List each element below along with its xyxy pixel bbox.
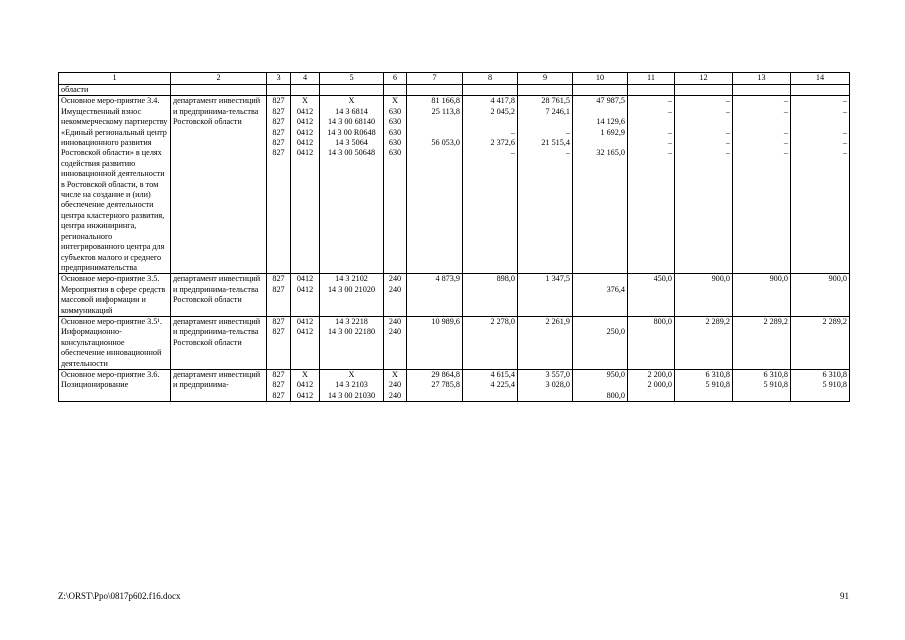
value (735, 327, 788, 337)
value: – (725, 96, 730, 106)
value-cell (573, 274, 628, 317)
program-row (59, 316, 850, 369)
value: – (725, 127, 730, 137)
value (735, 285, 788, 295)
header-row (59, 73, 850, 85)
value: 0412 (296, 137, 314, 147)
value: 14 3 5064 (335, 137, 368, 147)
value-cell (267, 96, 291, 274)
value-cell (463, 96, 518, 274)
empty-cell (675, 85, 733, 96)
value: 827 (272, 316, 285, 326)
value: 14 3 00 R0648 (327, 127, 376, 137)
value-cell (628, 274, 675, 317)
value-cell (573, 96, 628, 274)
value: 0412 (296, 327, 314, 337)
column-header: 11 (628, 73, 675, 85)
value: 6 310,8 (705, 369, 730, 379)
value: 6 310,8 (763, 369, 788, 379)
value: – (667, 96, 672, 106)
value: 630 (388, 148, 402, 158)
value: 827 (272, 137, 285, 147)
value: 800,0 (653, 316, 672, 326)
measure-name: Основное меро-приятие 3.5. Мероприятия в сфере средств массовой информации и коммуникаций (59, 274, 171, 317)
value: 3 557,0 (545, 369, 570, 379)
column-header: 7 (407, 73, 463, 85)
value: 2 289,2 (822, 316, 847, 326)
empty-cell (518, 85, 573, 96)
value: – (783, 96, 788, 106)
value-cell (675, 316, 733, 369)
value (630, 327, 672, 337)
value: X (392, 96, 398, 106)
column-header: 14 (791, 73, 850, 85)
value (793, 117, 847, 127)
value: 10 989,6 (431, 316, 460, 326)
value (575, 380, 625, 390)
empty-cell (407, 85, 463, 96)
value (465, 285, 515, 295)
value: – (783, 137, 788, 147)
value: X (348, 96, 355, 106)
value: 630 (388, 127, 402, 137)
value: 827 (272, 96, 285, 106)
value-cell (518, 369, 573, 401)
value: 240 (388, 284, 402, 294)
empty-cell (291, 85, 320, 96)
column-header: 3 (267, 73, 291, 85)
value: – (842, 127, 847, 137)
document-page (58, 72, 849, 402)
value: 28 761,5 (541, 96, 570, 106)
continuation-row (59, 85, 850, 96)
value-cell (675, 96, 733, 274)
value: 827 (272, 148, 285, 158)
value: 376,4 (606, 284, 625, 294)
value: 29 864,8 (431, 369, 460, 379)
value (465, 327, 515, 337)
value: 827 (272, 327, 285, 337)
value-cell (291, 274, 320, 317)
column-header: 2 (171, 73, 267, 85)
value: 900,0 (711, 274, 730, 284)
value: – (783, 148, 788, 158)
value (520, 327, 570, 337)
column-header: 10 (573, 73, 628, 85)
value (677, 327, 730, 337)
value (409, 327, 460, 337)
value-cell (791, 316, 850, 369)
value: 2 261,9 (545, 316, 570, 326)
value-cell (407, 274, 463, 317)
column-header: 4 (291, 73, 320, 85)
value-cell (791, 96, 850, 274)
value (793, 285, 847, 295)
value: 630 (388, 137, 402, 147)
value: 5 910,8 (763, 380, 788, 390)
value-cell (628, 316, 675, 369)
value: 2 045,2 (490, 106, 515, 116)
value (465, 117, 515, 127)
value-cell (320, 274, 384, 317)
value: 6 310,8 (822, 369, 847, 379)
empty-cell (267, 85, 291, 96)
value-cell (675, 369, 733, 401)
empty-cell (171, 85, 267, 96)
value: 630 (388, 106, 402, 116)
value (465, 391, 515, 401)
empty-cell (791, 85, 850, 96)
value: 900,0 (769, 274, 788, 284)
value: 7 246,1 (545, 106, 570, 116)
value (793, 327, 847, 337)
value: 32 165,0 (596, 148, 625, 158)
value: 1 692,9 (600, 127, 625, 137)
measure-name: Основное меро-приятие 3.6. Позиционирование (59, 369, 171, 401)
continuation-label: области (59, 85, 171, 96)
value: 3 028,0 (545, 380, 570, 390)
value-cell (463, 369, 518, 401)
value-cell (791, 274, 850, 317)
executor: департамент инвестиций и предпринима-тельства Ростовской области (171, 274, 267, 317)
value: – (565, 148, 570, 158)
value (735, 391, 788, 401)
value (409, 117, 460, 127)
program-row (59, 369, 850, 401)
value: – (565, 127, 570, 137)
executor: департамент инвестиций и предпринима-тельства Ростовской области (171, 96, 267, 274)
value: 827 (272, 106, 285, 116)
value: 14 129,6 (596, 117, 625, 127)
value: 2 000,0 (647, 380, 672, 390)
value: 4 417,8 (490, 96, 515, 106)
value (409, 148, 460, 158)
value: 14 3 6814 (335, 106, 368, 116)
value: 14 3 2103 (335, 380, 368, 390)
value-cell (675, 274, 733, 317)
page-footer (58, 591, 849, 605)
value-cell (384, 274, 407, 317)
empty-cell (320, 85, 384, 96)
empty-cell (573, 85, 628, 96)
value: X (392, 369, 398, 379)
value: 827 (272, 369, 285, 379)
value-cell (733, 274, 791, 317)
column-header: 6 (384, 73, 407, 85)
value-cell (384, 96, 407, 274)
value: 0412 (296, 390, 314, 400)
budget-table (58, 72, 850, 402)
value: 25 113,8 (431, 106, 460, 116)
value: 14 3 2102 (335, 274, 368, 284)
value-cell (791, 369, 850, 401)
value-cell (320, 316, 384, 369)
value-cell (628, 96, 675, 274)
value: 5 910,8 (705, 380, 730, 390)
value-cell (573, 369, 628, 401)
value: – (842, 137, 847, 147)
value: 27 785,8 (431, 380, 460, 390)
measure-name: Основное меро-приятие 3.5¹. Информационно-консультационное обеспечение инновационной деятельности (59, 316, 171, 369)
value (630, 391, 672, 401)
value (575, 274, 625, 284)
value-cell (733, 369, 791, 401)
value: – (510, 127, 515, 137)
executor: департамент инвестиций и предпринима- (171, 369, 267, 401)
program-row (59, 274, 850, 317)
value (409, 391, 460, 401)
empty-cell (733, 85, 791, 96)
value: – (667, 106, 672, 116)
value: 240 (388, 390, 402, 400)
value: 0412 (296, 274, 314, 284)
value: – (667, 148, 672, 158)
value: – (842, 106, 847, 116)
value: 0412 (296, 380, 314, 390)
value: 0412 (296, 148, 314, 158)
value: 21 515,4 (541, 137, 570, 147)
value-cell (267, 274, 291, 317)
value (409, 128, 460, 138)
value: 2 289,2 (763, 316, 788, 326)
executor: департамент инвестиций и предпринима-тельства Ростовской области (171, 316, 267, 369)
value: 827 (272, 390, 285, 400)
value-cell (320, 96, 384, 274)
value: 2 289,2 (705, 316, 730, 326)
value: – (725, 137, 730, 147)
value: 4 873,9 (435, 274, 460, 284)
value: 240 (388, 380, 402, 390)
value (409, 285, 460, 295)
value: 827 (272, 274, 285, 284)
column-header: 9 (518, 73, 573, 85)
value (520, 117, 570, 127)
value (575, 138, 625, 148)
value: 14 3 00 68140 (327, 117, 376, 127)
value-cell (733, 96, 791, 274)
empty-cell (628, 85, 675, 96)
value: 240 (388, 327, 402, 337)
value: 4 225,4 (490, 380, 515, 390)
value: 14 3 00 22180 (327, 327, 376, 337)
value-cell (628, 369, 675, 401)
value: 56 053,0 (431, 137, 460, 147)
value-cell (320, 369, 384, 401)
page-number: 91 (840, 591, 849, 601)
measure-name: Основное меро-приятие 3.4. Имущественный взнос некоммерческому партнерству «Единый региональный центр инновационного развития Ростовской области» в целях содействия развитию инновационной деятельности в Ростовской области, в том числе на создание и (или) обеспечение деятельности центра кластерного развития, центра инжиниринга, регионального интегрированного центра для субъектов малого и среднего предпринимательства (59, 96, 171, 274)
value: 47 987,5 (596, 96, 625, 106)
value: 14 3 2218 (335, 316, 368, 326)
column-header: 5 (320, 73, 384, 85)
value: 800,0 (606, 390, 625, 400)
value: 900,0 (828, 274, 847, 284)
value: 240 (388, 316, 402, 326)
value-cell (518, 316, 573, 369)
value: – (725, 148, 730, 158)
value: 81 166,8 (431, 96, 460, 106)
value: – (725, 106, 730, 116)
value-cell (733, 316, 791, 369)
value: X (302, 96, 308, 106)
value: 450,0 (653, 274, 672, 284)
file-path: Z:\ORST\Ppo\0817p602.f16.docx (58, 591, 181, 601)
value-cell (573, 316, 628, 369)
value (575, 107, 625, 117)
value: 0412 (296, 127, 314, 137)
value: 0412 (296, 117, 314, 127)
value: 827 (272, 117, 285, 127)
value: 898,0 (496, 274, 515, 284)
value-cell (384, 369, 407, 401)
value: 0412 (296, 106, 314, 116)
value: – (510, 148, 515, 158)
value (677, 117, 730, 127)
value: 4 615,4 (490, 369, 515, 379)
value: – (667, 127, 672, 137)
value (677, 285, 730, 295)
value: 827 (272, 127, 285, 137)
value (520, 285, 570, 295)
value: 827 (272, 284, 285, 294)
value: 5 910,8 (822, 380, 847, 390)
value-cell (291, 369, 320, 401)
value: – (842, 148, 847, 158)
value: 950,0 (606, 369, 625, 379)
value-cell (384, 316, 407, 369)
value: – (667, 137, 672, 147)
value-cell (518, 274, 573, 317)
value (630, 285, 672, 295)
value: 250,0 (606, 327, 625, 337)
value-cell (291, 316, 320, 369)
value (735, 117, 788, 127)
column-header: 1 (59, 73, 171, 85)
value: 827 (272, 380, 285, 390)
empty-cell (384, 85, 407, 96)
empty-cell (463, 85, 518, 96)
value (793, 391, 847, 401)
value: 14 3 00 21020 (327, 284, 376, 294)
value: – (842, 96, 847, 106)
value-cell (267, 316, 291, 369)
value-cell (291, 96, 320, 274)
value: 2 278,0 (490, 316, 515, 326)
column-header: 13 (733, 73, 791, 85)
value: 14 3 00 21030 (327, 390, 376, 400)
value-cell (518, 96, 573, 274)
value (677, 391, 730, 401)
value: 0412 (296, 316, 314, 326)
value: 1 347,5 (545, 274, 570, 284)
value: X (302, 369, 308, 379)
value-cell (407, 316, 463, 369)
value-cell (463, 274, 518, 317)
value-cell (463, 316, 518, 369)
column-header: 12 (675, 73, 733, 85)
value: 2 372,6 (490, 137, 515, 147)
value: 14 3 00 50648 (327, 148, 376, 158)
value: – (783, 127, 788, 137)
value: X (348, 369, 355, 379)
value: 630 (388, 117, 402, 127)
value-cell (407, 96, 463, 274)
program-row (59, 96, 850, 274)
value: – (783, 106, 788, 116)
value: 2 200,0 (647, 369, 672, 379)
column-header: 8 (463, 73, 518, 85)
value: 240 (388, 274, 402, 284)
value (520, 391, 570, 401)
value: 0412 (296, 284, 314, 294)
value (575, 317, 625, 327)
value-cell (267, 369, 291, 401)
value-cell (407, 369, 463, 401)
value (630, 117, 672, 127)
